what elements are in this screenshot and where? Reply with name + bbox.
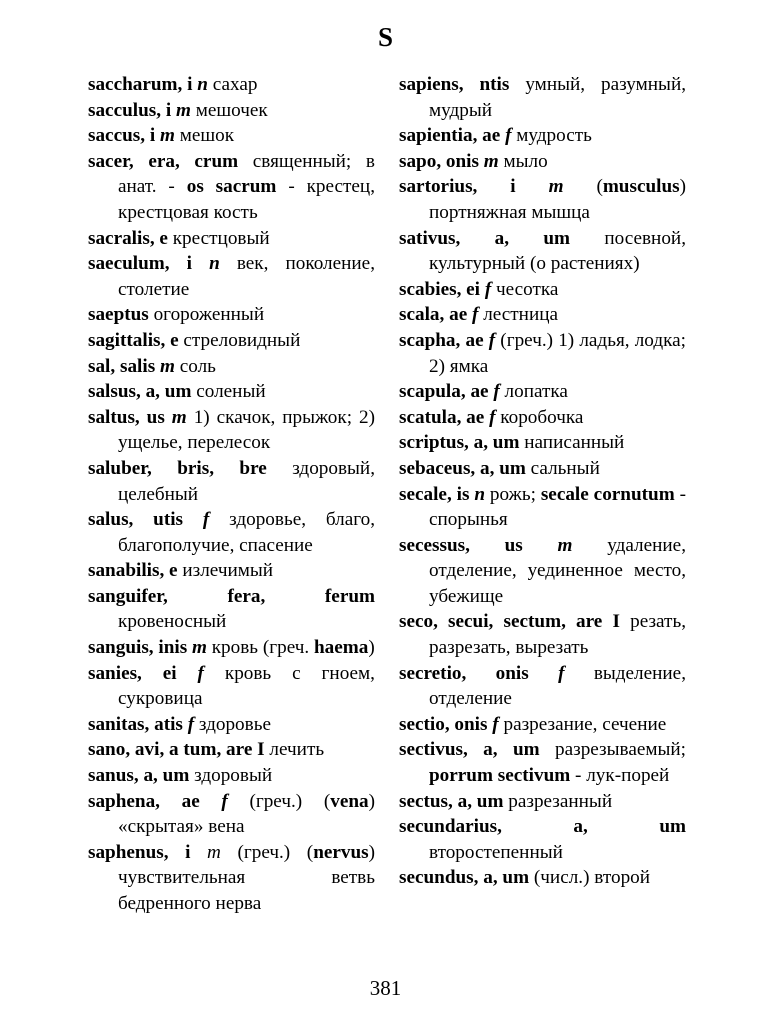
definition-text: рожь; [485, 483, 541, 505]
dictionary-entry [88, 226, 375, 252]
definition-text: разрезанный [503, 790, 613, 812]
dictionary-entry [88, 123, 375, 149]
gender-marker: m [159, 125, 175, 147]
dictionary-entry [88, 405, 375, 456]
dictionary-entry [88, 661, 375, 712]
definition-text: - крестец, крестцовая кость [118, 176, 375, 223]
headword: saccus, i [88, 125, 160, 147]
gender-marker: f [489, 406, 496, 428]
headword: sebaceus, a, um [399, 457, 526, 479]
gender-marker: n [474, 483, 485, 505]
definition-text: кровь с гноем, сукровица [118, 662, 375, 710]
definition-text: лопатка [499, 381, 568, 403]
headword: sativus, a, um [399, 227, 571, 249]
headword: sectus, a, um [399, 790, 504, 812]
headword: scriptus, a, um [399, 432, 520, 454]
dictionary-entry [88, 763, 375, 789]
definition-text: ) «скрытая» вена [118, 790, 375, 838]
dictionary-entry [399, 661, 686, 712]
dictionary-entry [88, 149, 375, 226]
definition-text: - лук-порей [570, 765, 670, 787]
dictionary-entry [88, 712, 375, 738]
definition-text: мешочек [190, 99, 268, 121]
gender-marker: f [197, 662, 204, 684]
definition-text: разрезание, сечение [498, 713, 667, 735]
gender-marker: f [493, 381, 500, 403]
headword: sartorius, i [399, 176, 549, 198]
headword: saluber, bris, bre [88, 457, 267, 479]
definition-text: (греч.) 1) ладья, лодка; 2) ямка [429, 329, 686, 377]
dictionary-entry [88, 737, 375, 763]
section-letter: S [377, 22, 394, 52]
dictionary-entry [88, 558, 375, 584]
headword: sano, avi, a tum, are I [88, 739, 265, 761]
definition-text: разрезываемый; [539, 739, 686, 761]
dictionary-entry [88, 379, 375, 405]
dictionary-entry [88, 635, 375, 661]
definition-text: написанный [519, 432, 625, 454]
dictionary-entry [88, 584, 375, 635]
gender-marker: m [175, 99, 191, 121]
headword: salus, utis [88, 509, 203, 531]
dictionary-entry [399, 302, 686, 328]
dictionary-entry [399, 149, 686, 175]
definition-text: (числ.) второй [529, 867, 651, 889]
headword: scapula, ae [399, 381, 494, 403]
dictionary-entry [88, 789, 375, 840]
definition-text: ) портняжная мышца [429, 176, 686, 223]
dictionary-entry [88, 354, 375, 380]
definition-text: крестцовый [167, 227, 270, 249]
headword: saeculum, i [88, 253, 210, 275]
dictionary-entry [399, 379, 686, 405]
gender-marker: f [505, 125, 512, 147]
definition-text: (греч.) ( [227, 790, 331, 812]
gender-marker: f [202, 509, 210, 531]
dictionary-entry [88, 328, 375, 354]
headword: secale, is [399, 483, 475, 505]
headword: saccharum, i [88, 74, 198, 95]
definition-text: здоровье [194, 713, 271, 735]
definition-text: умный, разумный, мудрый [429, 74, 687, 121]
dictionary-entry [399, 789, 686, 815]
headword: secessus, us [399, 534, 558, 556]
definition-text: мыло [498, 150, 548, 172]
headword: saltus, us [88, 406, 172, 428]
headword: sacculus, i [88, 99, 176, 121]
headword: seco, secui, sectum, are I [399, 611, 620, 633]
definition-text: сахар [207, 74, 258, 95]
definition-text: резать, разрезать, вырезать [429, 611, 686, 659]
headword: porrum sectivum [429, 765, 571, 787]
headword: musculus [602, 176, 680, 198]
dictionary-entry [399, 405, 686, 431]
definition-text: лестница [478, 304, 558, 326]
headword: secretio, onis [399, 662, 559, 684]
headword: saphenus, i [88, 841, 208, 863]
gender-marker: f [558, 662, 565, 684]
gender-marker: n [197, 74, 208, 95]
headword: sacralis, e [88, 227, 168, 249]
dictionary-entry [399, 72, 686, 123]
definition-text: лечить [264, 739, 325, 761]
gender-marker: m [557, 534, 573, 556]
definition-text: 1) скачок, прыжок; 2) ущелье, перелесок [118, 406, 376, 454]
gender-marker: f [484, 278, 492, 300]
definition-text: здоровье, благо, благополучие, спасение [118, 509, 376, 556]
definition-text: второстепенный [429, 841, 563, 863]
dictionary-entry [88, 507, 375, 558]
definition-text: век, поколение, столетие [118, 253, 375, 300]
headword: sanus, a, um [88, 765, 190, 787]
dictionary-entry [399, 174, 686, 225]
headword: salsus, a, um [88, 381, 192, 403]
definition-text: посевной, культурный (о растениях) [429, 227, 686, 275]
headword: sectivus, a, um [399, 739, 540, 761]
gender-marker: m [171, 406, 187, 428]
dictionary-entry [399, 430, 686, 456]
gender-marker: m [483, 150, 499, 172]
dictionary-entry [399, 123, 686, 149]
dictionary-entry [399, 482, 686, 533]
dictionary-entry [399, 328, 686, 379]
headword: sanguifer, fera, ferum [88, 585, 375, 607]
gender-marker: f [472, 304, 479, 326]
definition-text: священный; в анат. - [118, 150, 375, 198]
definition-text: излечимый [177, 560, 274, 582]
headword: saeptus [88, 304, 149, 326]
gender-marker: m [548, 176, 564, 198]
gender-marker: f [221, 790, 228, 812]
gender-marker: m [207, 841, 221, 863]
headword: sanitas, atis [88, 713, 188, 735]
headword: sanies, ei [88, 662, 198, 684]
definition-text: выделение, отделение [429, 662, 686, 710]
dictionary-entry [399, 277, 686, 303]
dictionary-entry [399, 609, 686, 660]
definition-text: огороженный [148, 304, 265, 326]
dictionary-entry [399, 814, 686, 865]
gender-marker: n [209, 253, 220, 275]
page-number: 381 [369, 976, 402, 1000]
headword: scatula, ae [399, 406, 490, 428]
definition-text: стреловидный [178, 329, 301, 351]
headword: os sacrum [186, 176, 277, 198]
headword: secale cornutum [540, 483, 675, 505]
gender-marker: f [488, 329, 496, 351]
headword: sanabilis, e [88, 560, 178, 582]
definition-text: кровь (греч. [206, 637, 314, 659]
dictionary-entry [399, 226, 686, 277]
definition-text: кровеносный [118, 611, 227, 633]
dictionary-entry [88, 72, 375, 98]
definition-text: здоровый, целебный [118, 457, 375, 505]
dictionary-entry [399, 456, 686, 482]
definition-text: (греч.) ( [220, 841, 314, 863]
definition-text: мудрость [511, 125, 592, 147]
gender-marker: f [187, 713, 195, 735]
definition-text: удаление, отделение, уединенное место, убежище [429, 534, 686, 607]
headword: sanguis, inis [88, 637, 192, 659]
dictionary-entry [399, 533, 686, 610]
dictionary-entry [399, 712, 686, 738]
headword: haema [314, 637, 369, 659]
dictionary-entry [399, 737, 686, 788]
gender-marker: f [492, 713, 499, 735]
definition-text: ( [563, 176, 603, 198]
dictionary-entry [399, 865, 686, 891]
headword: sectio, onis [399, 713, 493, 735]
left-column [88, 72, 375, 917]
headword: vena [330, 790, 369, 812]
headword: scapha, ae [399, 329, 489, 351]
definition-text: коробочка [495, 406, 584, 428]
headword: nervus [313, 841, 369, 863]
dictionary-entry [88, 251, 375, 302]
headword: sapientia, ae [399, 125, 506, 147]
definition-text: соль [174, 355, 216, 377]
definition-text: соленый [191, 381, 266, 403]
headword: sal, salis [88, 355, 160, 377]
gender-marker: m [159, 355, 175, 377]
definition-text: - спорынья [429, 483, 686, 531]
headword: scabies, ei [399, 278, 485, 300]
right-column [399, 72, 686, 891]
headword: secundus, a, um [399, 867, 530, 889]
definition-text: ) чувствительная ветвь бедренного нерва [118, 841, 376, 914]
definition-text: сальный [525, 457, 600, 479]
definition-text: здоровый [189, 765, 273, 787]
headword: sapo, onis [399, 150, 484, 172]
headword: sacer, era, crum [88, 150, 239, 172]
dictionary-entry [88, 98, 375, 124]
definition-text: мешок [174, 125, 235, 147]
headword: sagittalis, e [88, 329, 179, 351]
headword: saphena, ae [88, 790, 222, 812]
definition-text: ) [368, 637, 375, 659]
definition-text: чесотка [491, 278, 559, 300]
dictionary-entry [88, 456, 375, 507]
dictionary-entry [88, 840, 375, 917]
dictionary-entry [88, 302, 375, 328]
headword: scala, ae [399, 304, 473, 326]
headword: secundarius, a, um [399, 816, 686, 838]
headword: sapiens, ntis [399, 74, 510, 95]
gender-marker: m [192, 637, 207, 659]
